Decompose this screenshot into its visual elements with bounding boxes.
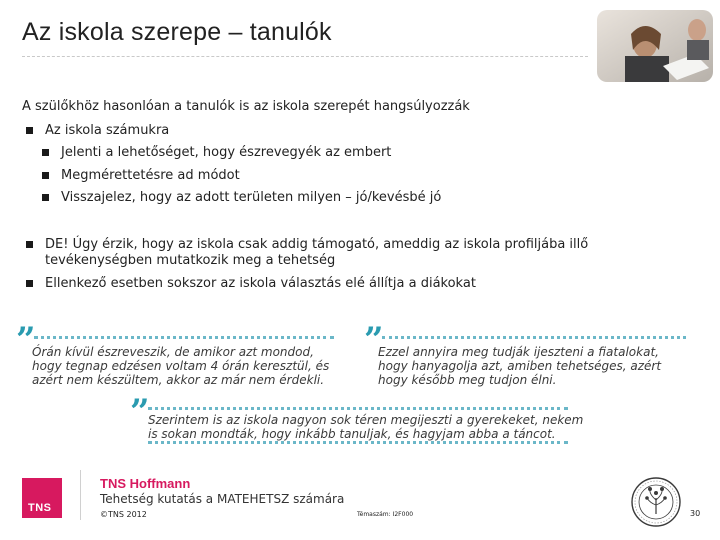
header-photo: [597, 10, 713, 82]
quote-line: hogy hanyagolja azt, amiben tehetséges, azért: [378, 359, 662, 373]
quote-line: azért nem készültem, akkor az már nem érdekli.: [32, 373, 325, 387]
quote-mark-icon: ”: [16, 320, 36, 360]
quote-divider: [34, 336, 334, 339]
quote-line: Ezzel annyira meg tudják ijeszteni a fiatalokat,: [378, 345, 659, 359]
bullet-text: Az iskola számukra: [45, 123, 170, 138]
quote-1: [32, 345, 329, 387]
bullet-marker: [26, 127, 33, 134]
quote-line: is sokan mondták, hogy inkább tanuljak, és hagyjam abba a táncot.: [148, 427, 556, 441]
bullet-text: Jelenti a lehetőséget, hogy észrevegyék az embert: [61, 145, 392, 160]
quote-line: hogy később meg tudjon élni.: [378, 373, 557, 387]
logo-text: TNS: [28, 502, 52, 514]
quote-3: [148, 413, 583, 441]
bullet-text-line2: tevékenységben mutatkozik meg a tehetség: [45, 253, 336, 268]
title-divider: [22, 56, 588, 57]
seal-logo: [630, 476, 682, 528]
quote-divider: [148, 407, 568, 410]
bullet-text-line1: DE! Úgy érzik, hogy az iskola csak addig támogató, ameddig az iskola profiljába illő: [45, 237, 589, 252]
quote-mark-icon: ”: [130, 392, 150, 432]
bullet-text: Megmérettetésre ad módot: [61, 168, 240, 183]
bullet-marker: [42, 172, 49, 179]
bullet-text: Ellenkező esetben sokszor az iskola választás elé állítja a diákokat: [45, 276, 476, 291]
quote-line: Órán kívül észreveszik, de amikor azt mondod,: [32, 345, 314, 359]
footer-divider: [80, 470, 81, 520]
project-number: Témaszám: I2F000: [357, 511, 414, 518]
bullet-marker: [26, 280, 33, 287]
bullet-text: Visszajelez, hogy az adott területen milyen – jó/kevésbé jó: [61, 190, 442, 205]
quote-line: Szerintem is az iskola nagyon sok téren megijeszti a gyerekeket, nekem: [148, 413, 584, 427]
quote-line: hogy tegnap edzésen voltam 4 órán keresztül, és: [32, 359, 330, 373]
intro-text: A szülőkhöz hasonlóan a tanulók is az iskola szerepét hangsúlyozzák: [22, 99, 470, 114]
bullet-marker: [42, 149, 49, 156]
slide-title: Az iskola szerepe – tanulók: [22, 18, 332, 46]
copyright: ©TNS 2012: [100, 510, 147, 519]
quote-divider: [382, 336, 686, 339]
tns-logo: [22, 478, 62, 518]
page-number: 30: [690, 509, 701, 518]
bullet-marker: [26, 241, 33, 248]
footer-subtitle: Tehetség kutatás a MATEHETSZ számára: [100, 492, 345, 506]
quote-mark-icon: ”: [364, 320, 384, 360]
bullet-marker: [42, 194, 49, 201]
brand-name: TNS Hoffmann: [100, 476, 191, 491]
quote-divider: [148, 441, 568, 444]
quote-2: [378, 345, 661, 387]
